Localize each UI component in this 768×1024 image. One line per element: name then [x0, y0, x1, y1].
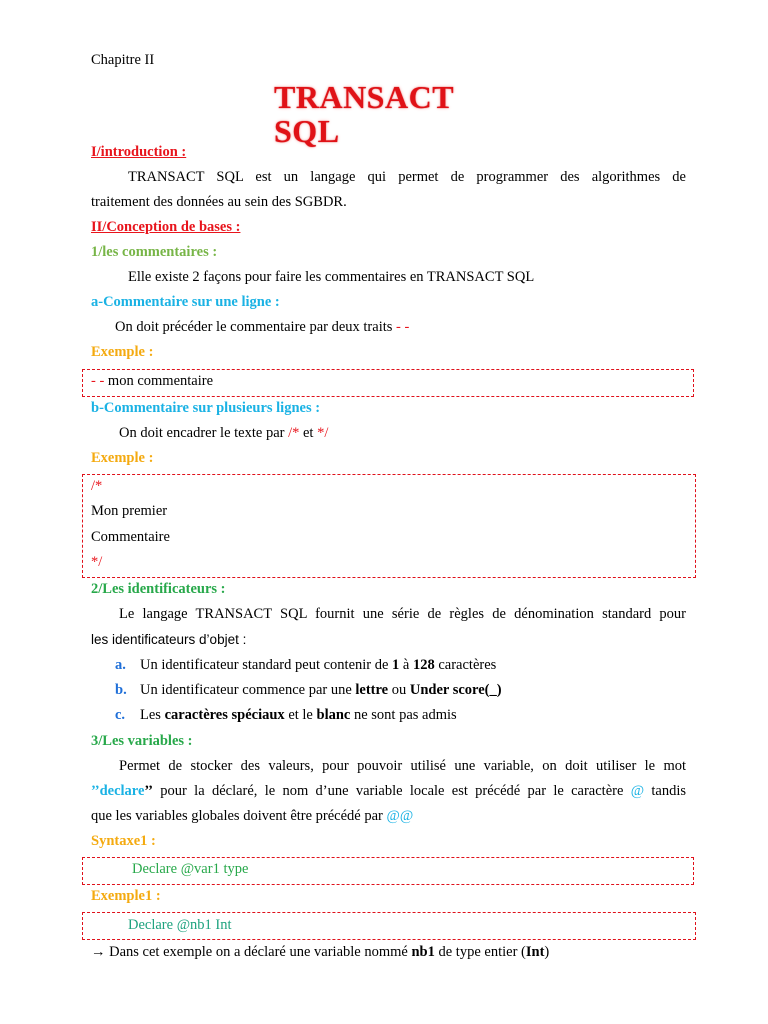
list-text: Les — [140, 707, 165, 723]
example-label-2: Exemple : — [91, 450, 154, 466]
quote-open: ’’ — [91, 783, 100, 799]
list-text: caractères — [434, 657, 497, 673]
list-text: Un identificateur commence par une — [140, 682, 356, 698]
section-heading-introduction: I/introduction : — [91, 144, 187, 160]
code-line-mon-premier: Mon premier — [91, 503, 168, 519]
comments-intro-text: Elle existe 2 façons pour faire les commentaires en TRANSACT SQL — [128, 269, 535, 285]
code-box-multi-line — [82, 474, 696, 578]
declare-keyword: declare — [99, 783, 145, 799]
variables-line3-text: que les variables globales doivent être précédé par — [91, 808, 387, 824]
subsection-heading-identifiers: 2/Les identificateurs : — [91, 581, 226, 597]
list-marker: b. — [115, 682, 127, 698]
note-text: ) — [544, 944, 550, 960]
heading-single-line-comment: a-Commentaire sur une ligne : — [91, 294, 280, 310]
page-title: TRANSACT SQL — [274, 79, 454, 149]
list-bold: 128 — [412, 657, 435, 673]
multi-line-comment-text — [119, 424, 328, 442]
identifiers-paragraph-line2: les identificateurs d’objet : — [91, 632, 247, 647]
variables-paragraph-line2 — [91, 782, 686, 800]
subsection-heading-variables: 3/Les variables : — [91, 733, 193, 749]
identifiers-paragraph-line1: Le langage TRANSACT SQL fournit une série de règles de dénomination standard pour — [119, 606, 686, 622]
syntax-code: Declare @var1 type — [132, 861, 249, 877]
list-text: ou — [388, 682, 410, 698]
list-bold: blanc — [316, 707, 351, 723]
multi-line-desc: On doit encadrer le texte par — [119, 425, 289, 441]
subsection-heading-comments: 1/les commentaires : — [91, 244, 218, 260]
at-symbol: @ — [630, 783, 645, 799]
chapter-label: Chapitre II — [91, 52, 155, 68]
list-item — [115, 656, 496, 674]
heading-multi-line-comment: b-Commentaire sur plusieurs lignes : — [91, 400, 321, 416]
single-line-comment-desc: On doit précéder le commentaire par deux traits — [115, 319, 393, 335]
intro-paragraph-line2: traitement des données au sein des SGBDR. — [91, 194, 347, 210]
code-comment-prefix: - - — [91, 373, 105, 389]
double-at-symbol: @@ — [386, 808, 414, 824]
list-marker: c. — [115, 707, 126, 723]
list-item — [115, 706, 457, 724]
comment-close-symbol: */ — [317, 425, 329, 441]
example-label-1: Exemple : — [91, 344, 154, 360]
intro-paragraph-line1: TRANSACT SQL est un langage qui permet de programmer des algorithmes de — [128, 169, 686, 185]
variables-line2-end: tandis — [644, 783, 686, 799]
double-dash-symbol: - - — [396, 319, 410, 335]
list-bold: caractères spéciaux — [164, 707, 285, 723]
example-label-3: Exemple1 : — [91, 888, 161, 904]
code-line-commentaire: Commentaire — [91, 529, 170, 545]
multi-line-and: et — [299, 425, 318, 441]
list-text: Un identificateur standard peut contenir de — [140, 657, 393, 673]
note-text: de type entier ( — [434, 944, 526, 960]
example-code: Declare @nb1 Int — [128, 917, 232, 933]
section-heading-bases: II/Conception de bases : — [91, 219, 241, 235]
list-bold: Under score(_) — [409, 682, 502, 698]
list-text: à — [399, 657, 413, 673]
list-text: et le — [284, 707, 317, 723]
single-line-comment-text — [115, 318, 409, 336]
list-bold: 1 — [392, 657, 400, 673]
arrow-right-icon: → — [91, 944, 106, 960]
note-bold-type: Int — [525, 944, 545, 960]
code-comment-text: mon commentaire — [104, 373, 214, 389]
syntax-label: Syntaxe1 : — [91, 833, 156, 849]
note-text: Dans cet exemple on a déclaré une variable nommé — [105, 944, 412, 960]
single-line-code — [91, 372, 213, 390]
list-bold: lettre — [355, 682, 389, 698]
code-line-close: */ — [91, 554, 103, 570]
variables-paragraph-line1: Permet de stocker des valeurs, pour pouvoir utilisé une variable, on doit utiliser le mot — [119, 758, 686, 774]
list-text: ne sont pas admis — [350, 707, 457, 723]
quote-close: ’’ — [144, 783, 154, 799]
list-marker: a. — [115, 657, 126, 673]
variables-paragraph-line3 — [91, 807, 413, 825]
list-item — [115, 681, 502, 699]
code-line-open: /* — [91, 478, 103, 494]
comment-open-symbol: /* — [288, 425, 300, 441]
note-bold-var: nb1 — [411, 944, 435, 960]
declaration-note — [91, 943, 549, 961]
variables-line2-text: pour la déclaré, le nom d’une variable locale est précédé par le caractère — [153, 783, 631, 799]
